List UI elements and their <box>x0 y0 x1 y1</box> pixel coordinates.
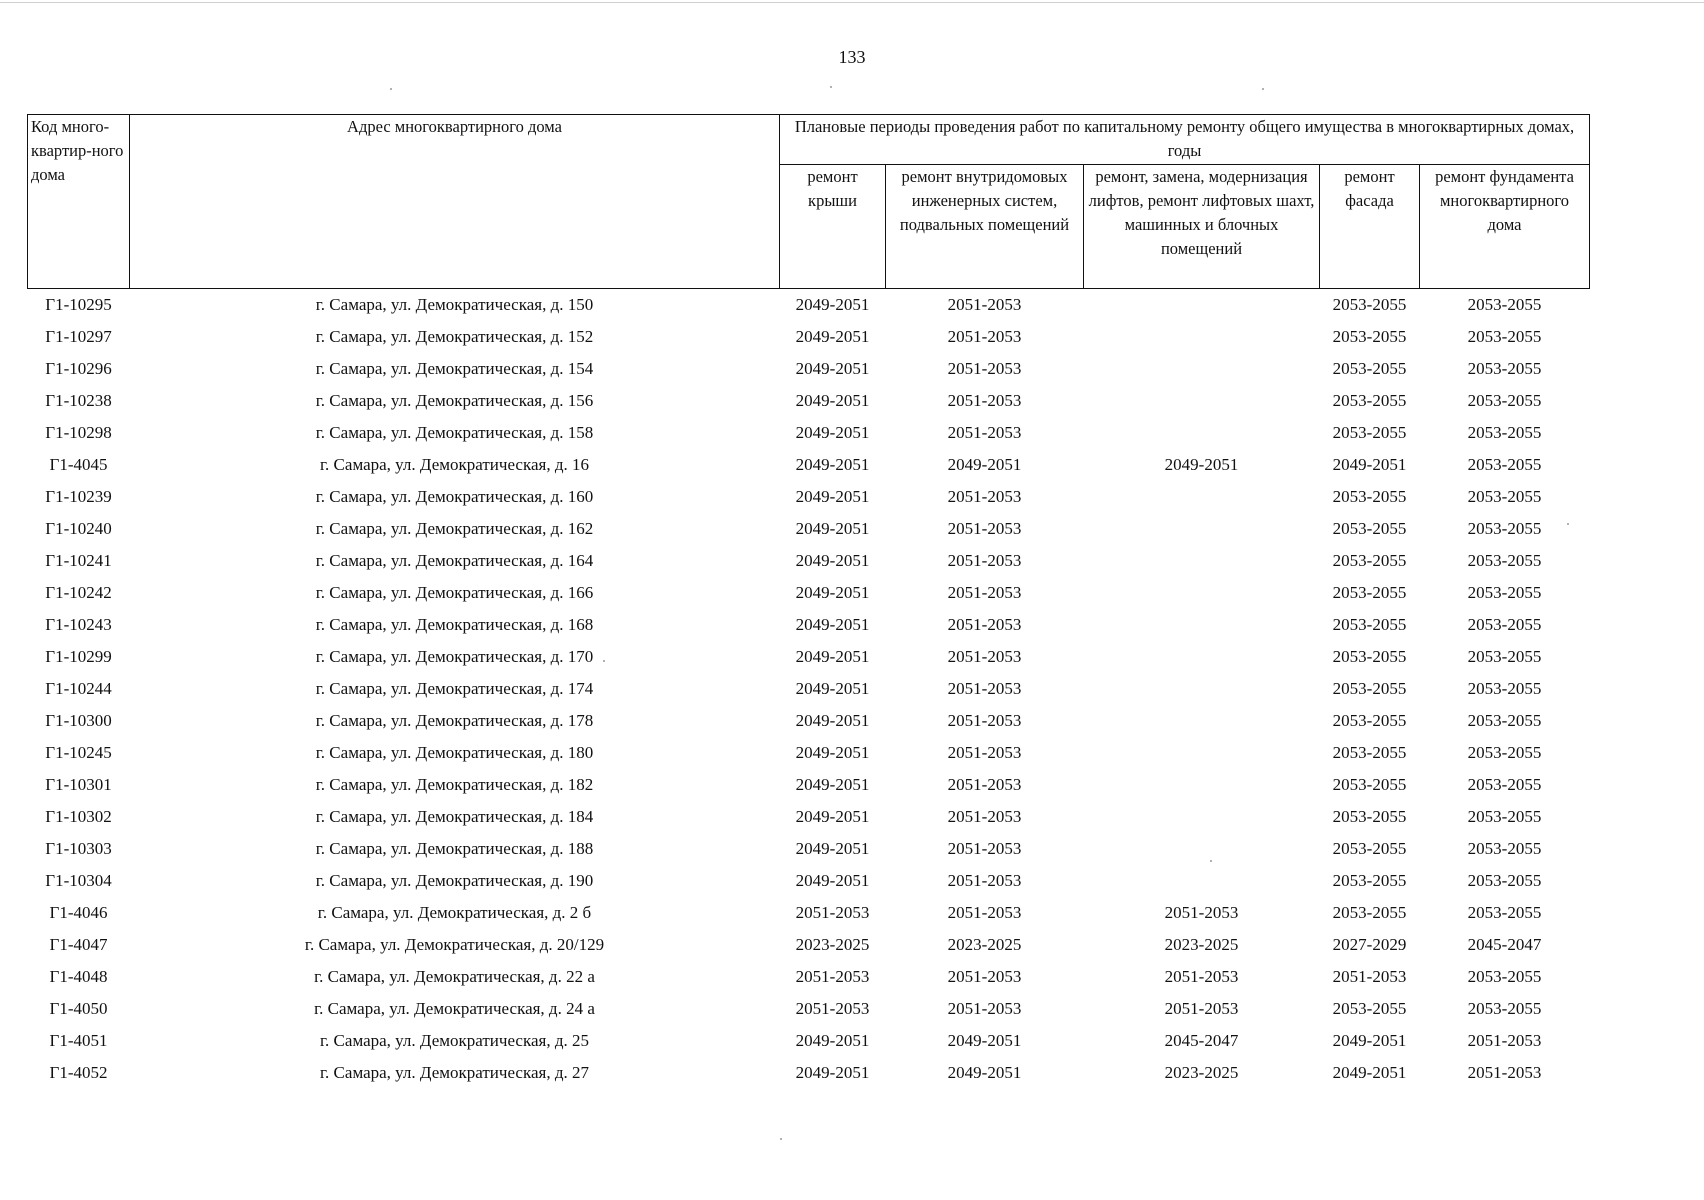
row-foundation-period: 2053-2055 <box>1467 583 1542 602</box>
row-roof-period: 2049-2051 <box>795 423 870 442</box>
row-code: Г1-4051 <box>49 1031 108 1050</box>
table-row <box>28 289 1590 322</box>
scan-speck <box>390 88 392 90</box>
row-facade-period: 2053-2055 <box>1332 839 1407 858</box>
table-row <box>28 929 1590 961</box>
table-body <box>28 289 1590 1090</box>
row-foundation-period: 2053-2055 <box>1467 775 1542 794</box>
table-row <box>28 321 1590 353</box>
row-engineering-period: 2051-2053 <box>947 903 1022 922</box>
row-engineering-period: 2051-2053 <box>947 615 1022 634</box>
row-elevators-period <box>1084 289 1320 322</box>
row-address: г. Самара, ул. Демократическая, д. 170 <box>315 647 594 666</box>
row-foundation-period: 2053-2055 <box>1467 679 1542 698</box>
table-row <box>28 481 1590 513</box>
header-facade: ремонт фасада <box>1320 165 1420 289</box>
row-engineering-period: 2023-2025 <box>947 935 1022 954</box>
row-roof-period: 2049-2051 <box>795 1063 870 1082</box>
row-address: г. Самара, ул. Демократическая, д. 27 <box>320 1063 589 1082</box>
row-engineering-period: 2051-2053 <box>947 679 1022 698</box>
row-foundation-period: 2053-2055 <box>1467 455 1542 474</box>
row-foundation-period: 2053-2055 <box>1467 423 1542 442</box>
row-code: Г1-10300 <box>45 711 112 730</box>
row-elevators-period <box>1084 481 1320 513</box>
row-engineering-period: 2051-2053 <box>947 839 1022 858</box>
row-elevators-period <box>1084 801 1320 833</box>
row-facade-period: 2053-2055 <box>1332 615 1407 634</box>
row-facade-period: 2053-2055 <box>1332 679 1407 698</box>
row-elevators-period <box>1084 321 1320 353</box>
row-engineering-period: 2049-2051 <box>947 455 1022 474</box>
row-code: Г1-10295 <box>45 295 112 314</box>
row-engineering-period: 2051-2053 <box>947 423 1022 442</box>
row-facade-period: 2053-2055 <box>1332 487 1407 506</box>
row-roof-period: 2049-2051 <box>795 551 870 570</box>
row-code: Г1-4046 <box>49 903 108 922</box>
table-row <box>28 577 1590 609</box>
row-address: г. Самара, ул. Демократическая, д. 166 <box>315 583 594 602</box>
row-facade-period: 2053-2055 <box>1332 871 1407 890</box>
row-address: г. Самара, ул. Демократическая, д. 150 <box>315 295 594 314</box>
table-row <box>28 1025 1590 1057</box>
row-engineering-period: 2051-2053 <box>947 999 1022 1018</box>
row-code: Г1-10245 <box>45 743 112 762</box>
row-facade-period: 2051-2053 <box>1332 967 1407 986</box>
row-elevators-period: 2051-2053 <box>1164 999 1239 1018</box>
row-facade-period: 2053-2055 <box>1332 423 1407 442</box>
row-roof-period: 2049-2051 <box>795 1031 870 1050</box>
row-address: г. Самара, ул. Демократическая, д. 182 <box>315 775 594 794</box>
row-address: г. Самара, ул. Демократическая, д. 190 <box>315 871 594 890</box>
row-address: г. Самара, ул. Демократическая, д. 2 б <box>317 903 592 922</box>
row-code: Г1-4052 <box>49 1063 108 1082</box>
row-roof-period: 2049-2051 <box>795 775 870 794</box>
header-code: Код много-квартир-ного дома <box>28 115 130 289</box>
row-address: г. Самара, ул. Демократическая, д. 184 <box>315 807 594 826</box>
row-engineering-period: 2051-2053 <box>947 711 1022 730</box>
row-code: Г1-10239 <box>45 487 112 506</box>
row-code: Г1-4048 <box>49 967 108 986</box>
row-address: г. Самара, ул. Демократическая, д. 154 <box>315 359 594 378</box>
row-code: Г1-10244 <box>45 679 112 698</box>
row-address: г. Самара, ул. Демократическая, д. 16 <box>320 455 589 474</box>
row-engineering-period: 2051-2053 <box>947 327 1022 346</box>
table-row <box>28 705 1590 737</box>
table-row <box>28 513 1590 545</box>
row-code: Г1-10240 <box>45 519 112 538</box>
row-address: г. Самара, ул. Демократическая, д. 152 <box>315 327 594 346</box>
row-foundation-period: 2051-2053 <box>1467 1031 1542 1050</box>
row-address: г. Самара, ул. Демократическая, д. 24 а <box>314 999 595 1018</box>
row-facade-period: 2053-2055 <box>1332 903 1407 922</box>
row-engineering-period: 2051-2053 <box>947 487 1022 506</box>
row-code: Г1-10298 <box>45 423 112 442</box>
row-address: г. Самара, ул. Демократическая, д. 188 <box>315 839 594 858</box>
row-facade-period: 2049-2051 <box>1332 1031 1407 1050</box>
row-elevators-period <box>1084 353 1320 385</box>
row-elevators-period <box>1084 417 1320 449</box>
row-foundation-period: 2053-2055 <box>1467 359 1542 378</box>
row-foundation-period: 2053-2055 <box>1467 647 1542 666</box>
row-code: Г1-4047 <box>49 935 108 954</box>
row-elevators-period: 2051-2053 <box>1164 967 1239 986</box>
row-address: г. Самара, ул. Демократическая, д. 156 <box>315 391 594 410</box>
row-address: г. Самара, ул. Демократическая, д. 178 <box>315 711 594 730</box>
row-foundation-period: 2053-2055 <box>1467 615 1542 634</box>
row-address: г. Самара, ул. Демократическая, д. 22 а <box>314 967 595 986</box>
row-engineering-period: 2051-2053 <box>947 967 1022 986</box>
row-roof-period: 2049-2051 <box>795 743 870 762</box>
row-facade-period: 2053-2055 <box>1332 295 1407 314</box>
row-code: Г1-10304 <box>45 871 112 890</box>
table-row <box>28 353 1590 385</box>
row-code: Г1-10299 <box>45 647 112 666</box>
table-row <box>28 993 1590 1025</box>
row-roof-period: 2051-2053 <box>795 903 870 922</box>
row-roof-period: 2049-2051 <box>795 711 870 730</box>
row-foundation-period: 2053-2055 <box>1467 295 1542 314</box>
row-address: г. Самара, ул. Демократическая, д. 160 <box>315 487 594 506</box>
row-address: г. Самара, ул. Демократическая, д. 25 <box>320 1031 589 1050</box>
row-foundation-period: 2053-2055 <box>1467 487 1542 506</box>
row-foundation-period: 2053-2055 <box>1467 711 1542 730</box>
row-foundation-period: 2053-2055 <box>1467 839 1542 858</box>
row-roof-period: 2049-2051 <box>795 839 870 858</box>
row-foundation-period: 2053-2055 <box>1467 967 1542 986</box>
row-elevators-period: 2023-2025 <box>1164 1063 1239 1082</box>
header-engineering: ремонт внутридомовых инженерных систем, подвальных помещений <box>886 165 1084 289</box>
row-roof-period: 2049-2051 <box>795 583 870 602</box>
table-row <box>28 385 1590 417</box>
row-roof-period: 2049-2051 <box>795 391 870 410</box>
page-number: 133 <box>838 47 866 67</box>
row-elevators-period: 2049-2051 <box>1164 455 1239 474</box>
row-address: г. Самара, ул. Демократическая, д. 158 <box>315 423 594 442</box>
row-elevators-period <box>1084 705 1320 737</box>
row-elevators-period <box>1084 641 1320 673</box>
row-engineering-period: 2051-2053 <box>947 807 1022 826</box>
header-foundation: ремонт фундамента многоквартирного дома <box>1420 165 1590 289</box>
row-address: г. Самара, ул. Демократическая, д. 180 <box>315 743 594 762</box>
row-facade-period: 2053-2055 <box>1332 359 1407 378</box>
row-engineering-period: 2051-2053 <box>947 551 1022 570</box>
scan-speck <box>1210 860 1212 862</box>
row-address: г. Самара, ул. Демократическая, д. 164 <box>315 551 594 570</box>
row-elevators-period <box>1084 769 1320 801</box>
row-facade-period: 2053-2055 <box>1332 743 1407 762</box>
row-roof-period: 2051-2053 <box>795 967 870 986</box>
row-address: г. Самара, ул. Демократическая, д. 162 <box>315 519 594 538</box>
table-row <box>28 737 1590 769</box>
row-facade-period: 2053-2055 <box>1332 519 1407 538</box>
row-facade-period: 2053-2055 <box>1332 327 1407 346</box>
row-foundation-period: 2053-2055 <box>1467 327 1542 346</box>
row-engineering-period: 2049-2051 <box>947 1063 1022 1082</box>
scan-speck <box>830 86 832 88</box>
row-elevators-period <box>1084 609 1320 641</box>
row-engineering-period: 2051-2053 <box>947 295 1022 314</box>
row-elevators-period: 2023-2025 <box>1164 935 1239 954</box>
row-code: Г1-10238 <box>45 391 112 410</box>
row-elevators-period <box>1084 513 1320 545</box>
row-foundation-period: 2053-2055 <box>1467 999 1542 1018</box>
table-row <box>28 897 1590 929</box>
row-facade-period: 2027-2029 <box>1332 935 1407 954</box>
row-engineering-period: 2051-2053 <box>947 743 1022 762</box>
row-facade-period: 2053-2055 <box>1332 551 1407 570</box>
scan-speck <box>1567 523 1569 525</box>
row-code: Г1-4045 <box>49 455 108 474</box>
row-engineering-period: 2051-2053 <box>947 583 1022 602</box>
table-row <box>28 961 1590 993</box>
row-facade-period: 2053-2055 <box>1332 775 1407 794</box>
row-roof-period: 2049-2051 <box>795 615 870 634</box>
row-elevators-period <box>1084 737 1320 769</box>
row-facade-period: 2049-2051 <box>1332 455 1407 474</box>
table-row <box>28 449 1590 481</box>
row-foundation-period: 2053-2055 <box>1467 391 1542 410</box>
row-code: Г1-10242 <box>45 583 112 602</box>
row-roof-period: 2049-2051 <box>795 295 870 314</box>
row-roof-period: 2049-2051 <box>795 871 870 890</box>
row-foundation-period: 2053-2055 <box>1467 743 1542 762</box>
row-address: г. Самара, ул. Демократическая, д. 174 <box>315 679 594 698</box>
row-code: Г1-10301 <box>45 775 112 794</box>
table-row <box>28 801 1590 833</box>
row-engineering-period: 2051-2053 <box>947 359 1022 378</box>
row-foundation-period: 2053-2055 <box>1467 903 1542 922</box>
row-code: Г1-10303 <box>45 839 112 858</box>
row-roof-period: 2049-2051 <box>795 455 870 474</box>
row-roof-period: 2049-2051 <box>795 807 870 826</box>
row-foundation-period: 2051-2053 <box>1467 1063 1542 1082</box>
row-engineering-period: 2051-2053 <box>947 775 1022 794</box>
table-header <box>28 115 1590 289</box>
header-elevators: ремонт, замена, модернизация лифтов, ремонт лифтовых шахт, машинных и блочных помещений <box>1084 165 1320 289</box>
row-code: Г1-10296 <box>45 359 112 378</box>
row-elevators-period <box>1084 545 1320 577</box>
table-row <box>28 769 1590 801</box>
row-roof-period: 2049-2051 <box>795 647 870 666</box>
row-roof-period: 2049-2051 <box>795 519 870 538</box>
row-roof-period: 2049-2051 <box>795 359 870 378</box>
row-engineering-period: 2051-2053 <box>947 871 1022 890</box>
row-elevators-period <box>1084 577 1320 609</box>
table-row <box>28 609 1590 641</box>
row-code: Г1-10302 <box>45 807 112 826</box>
row-elevators-period <box>1084 385 1320 417</box>
row-foundation-period: 2053-2055 <box>1467 871 1542 890</box>
row-foundation-period: 2053-2055 <box>1467 519 1542 538</box>
row-roof-period: 2049-2051 <box>795 487 870 506</box>
table-row <box>28 545 1590 577</box>
row-facade-period: 2053-2055 <box>1332 647 1407 666</box>
row-engineering-period: 2049-2051 <box>947 1031 1022 1050</box>
row-roof-period: 2049-2051 <box>795 679 870 698</box>
row-code: Г1-4050 <box>49 999 108 1018</box>
scan-speck <box>603 660 605 662</box>
scan-edge-line <box>0 2 1704 3</box>
row-facade-period: 2053-2055 <box>1332 999 1407 1018</box>
row-foundation-period: 2045-2047 <box>1467 935 1542 954</box>
row-facade-period: 2053-2055 <box>1332 711 1407 730</box>
table-row <box>28 865 1590 897</box>
row-foundation-period: 2053-2055 <box>1467 551 1542 570</box>
row-facade-period: 2053-2055 <box>1332 391 1407 410</box>
row-address: г. Самара, ул. Демократическая, д. 168 <box>315 615 594 634</box>
row-facade-period: 2053-2055 <box>1332 583 1407 602</box>
row-elevators-period <box>1084 673 1320 705</box>
row-facade-period: 2049-2051 <box>1332 1063 1407 1082</box>
row-address: г. Самара, ул. Демократическая, д. 20/129 <box>304 935 605 954</box>
row-code: Г1-10297 <box>45 327 112 346</box>
row-elevators-period: 2051-2053 <box>1164 903 1239 922</box>
capital-repair-table <box>27 114 1590 1089</box>
row-engineering-period: 2051-2053 <box>947 647 1022 666</box>
scan-speck <box>780 1138 782 1140</box>
table-row <box>28 1057 1590 1089</box>
row-roof-period: 2051-2053 <box>795 999 870 1018</box>
table-row <box>28 673 1590 705</box>
header-address: Адрес многоквартирного дома <box>130 115 780 289</box>
row-elevators-period <box>1084 833 1320 865</box>
table-row <box>28 641 1590 673</box>
row-engineering-period: 2051-2053 <box>947 519 1022 538</box>
scan-speck <box>1262 88 1264 90</box>
row-engineering-period: 2051-2053 <box>947 391 1022 410</box>
row-elevators-period: 2045-2047 <box>1164 1031 1239 1050</box>
row-foundation-period: 2053-2055 <box>1467 807 1542 826</box>
table-row <box>28 833 1590 865</box>
table-row <box>28 417 1590 449</box>
header-periods-group: Плановые периоды проведения работ по капитальному ремонту общего имущества в многоквартирных домах, годы <box>780 115 1590 165</box>
row-facade-period: 2053-2055 <box>1332 807 1407 826</box>
row-elevators-period <box>1084 865 1320 897</box>
header-roof: ремонт крыши <box>780 165 886 289</box>
row-roof-period: 2023-2025 <box>795 935 870 954</box>
row-code: Г1-10241 <box>45 551 112 570</box>
row-code: Г1-10243 <box>45 615 112 634</box>
row-roof-period: 2049-2051 <box>795 327 870 346</box>
